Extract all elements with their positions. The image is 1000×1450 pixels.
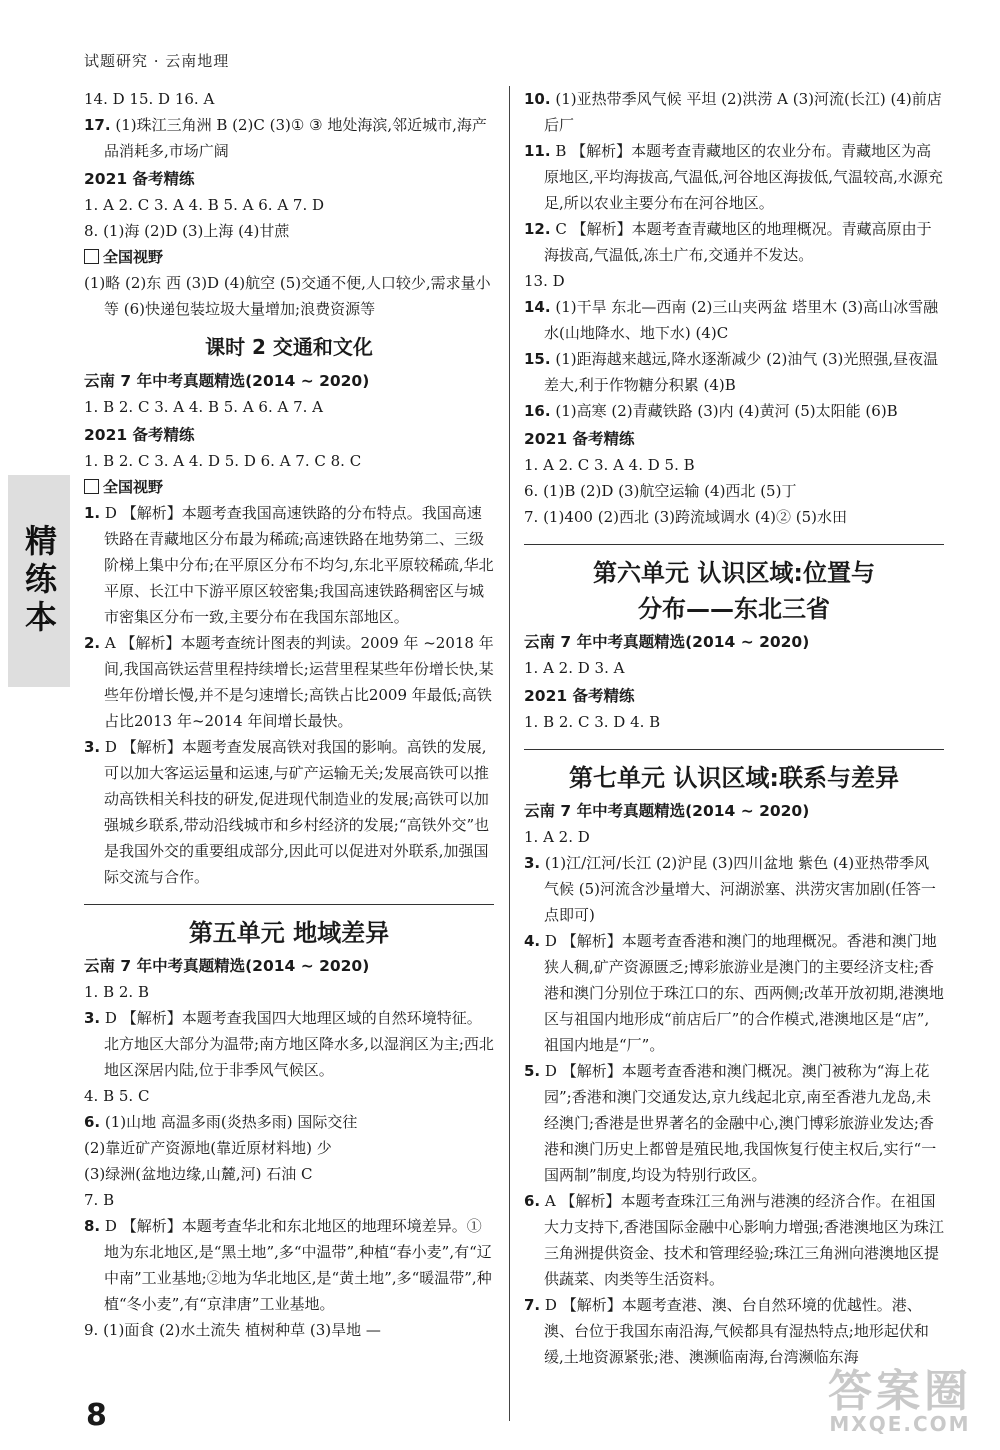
section-heading: 2021 备考精练 [84,426,195,444]
answer-text: (1)亚热带季风气候 平坦 (2)洪涝 A (3)河流(长江) (4)前店后厂 [544,90,942,134]
answer-text: A 【解析】本题考查统计图表的判读。2009 年 ~2018 年间,我国高铁运营里程持续增长;运营里程某些年份增长快,某些年份增长慢,并不是匀速增长;高铁占比2009 年最低;高铁占比2013 年~2014 年间增长最快。 [100,634,494,730]
answer-text: B 2. C 3. D 4. B [538,713,661,731]
answer-item [524,655,944,681]
checkbox-pen-icon [84,249,99,264]
question-number: 6. [524,482,539,500]
section-heading: 2021 备考精练 [84,170,195,188]
question-number: 7. [524,508,539,526]
answer-text: D 【解析】本题考查华北和东北地区的地理环境差异。①地为东北地区,是“黑土地”,多“中温带”,种植“春小麦”,有“辽中南”工业基地;②地为华北地区,是“黄土地”,多“暖温带”,种植“冬小麦”,有“京津唐”工业基地。 [100,1217,492,1313]
page-number: 8 [86,1398,107,1433]
answer-item [84,448,494,474]
question-number: 17. [84,116,111,134]
question-number: 1. [524,456,539,474]
answer-item [524,346,944,398]
answer-text: (1)珠江三角洲 B (2)C (3)① ③ 地处海滨,邻近城市,海产品消耗多,市场广阔 [104,116,487,160]
answer-item [84,218,494,244]
answer-item [524,928,944,1058]
answer-text: (1)江/江河/长江 (2)沪昆 (3)四川盆地 紫色 (4)亚热带季风气候 (5)河流含沙量增大、河湖淤塞、洪涝灾害加剧(任答一点即可) [540,854,936,924]
question-number: 13. [524,272,548,290]
answer-item [524,1292,944,1370]
subsection-label: 全国视野 [103,248,164,266]
answer-item [524,216,944,268]
answer-item [84,1187,494,1213]
answer-item [524,452,944,478]
answer-text: (1)400 (2)西北 (3)跨流域调水 (4)② (5)水田 [538,508,848,526]
question-number: 9. [84,1321,99,1339]
watermark-line-2: MXQE.COM [829,1412,971,1436]
answer-text: D [547,272,565,290]
answer-text: D 15. D 16. A [107,90,215,108]
answer-text: (1)山地 高温多雨(炎热多雨) 国际交往 [100,1113,358,1131]
question-number: 10. [524,90,551,108]
question-number: 4. [84,1087,99,1105]
answer-item [84,630,494,734]
answer-text: D 【解析】本题考查我国高速铁路的分布特点。我国高速铁路在青藏地区分布最为稀疏;高速铁路在地势第二、三级阶梯上集中分布;在平原区分布不均匀,东北平原较稀疏,华北平原、长江中下游平原区较密集;我国高速铁路稠密区与城市密集区分布一致,主要分布在我国东部地区。 [100,504,494,626]
question-number: 14. [524,298,551,316]
question-number: 16. [524,402,551,420]
answer-text: A 2. C 3. A 4. B 5. A 6. A 7. D [98,196,325,214]
answer-text: (1)距海越来越远,降水逐渐减少 (2)油气 (3)光照强,昼夜温差大,利于作物糖分积累 (4)B [544,350,939,394]
answer-text: D 【解析】本题考查香港和澳门的地理概况。香港和澳门地狭人稠,矿产资源匮乏;博彩旅游业是澳门的主要经济支柱;香港和澳门分别位于珠江口的东、西两侧;改革开放初期,港澳地区与祖国内地形成“前店后厂”的合作模式,港澳地区是“店”,祖国内地是“厂”。 [540,932,944,1054]
answer-text: C 【解析】本题考查青藏地区的地理概况。青藏高原由于海拔高,气温低,冻土广布,交通并不发达。 [544,220,932,264]
question-number: 1. [84,983,99,1001]
subsection-label: 全国视野 [103,478,164,496]
answer-item [524,1188,944,1292]
question-number: 1. [524,713,539,731]
answer-text: (1)B (2)D (3)航空运输 (4)西北 (5)丁 [538,482,797,500]
answer-text: (1)高寒 (2)青藏铁路 (3)内 (4)黄河 (5)太阳能 (6)B [550,402,898,420]
answer-text: B 2. C 3. A 4. D 5. D 6. A 7. C 8. C [98,452,362,470]
subsection-heading [84,244,494,270]
answer-item [524,138,944,216]
answer-item [84,112,494,164]
answer-text: B 2. C 3. A 4. B 5. A 6. A 7. A [98,398,324,416]
checkbox-pen-icon [84,479,99,494]
answer-item [84,1317,494,1343]
section-heading: 2021 备考精练 [524,687,635,705]
question-number: 6. [524,1192,541,1210]
column-divider [509,86,510,1421]
answer-item [84,734,494,890]
question-number: 5. [524,1062,541,1080]
answer-item [84,192,494,218]
answer-item [84,1083,494,1109]
question-number: 3. [84,738,101,756]
watermark-line-1: 答案圈 [828,1366,972,1417]
answer-text: (1)面食 (2)水土流失 植树种草 (3)旱地 — [98,1321,381,1339]
question-number: 8. [84,222,99,240]
answer-item [524,824,944,850]
section-divider [524,544,944,545]
question-number: 7. [524,1296,541,1314]
question-number: 11. [524,142,551,160]
question-number: 3. [84,1009,101,1027]
answer-item [84,86,494,112]
answer-item [524,850,944,928]
answer-item [84,1213,494,1317]
side-tab-label: 精练本 [20,524,58,638]
question-number: 1. [524,828,539,846]
answer-text: B 【解析】本题考查青藏地区的农业分布。青藏地区为高原地区,平均海拔高,气温低,河谷地区海拔低,气温较高,水源充足,所以农业主要分布在河谷地区。 [544,142,943,212]
answer-text: D 【解析】本题考查发展高铁对我国的影响。高铁的发展,可以加大客运运量和运速,与矿产运输无关;发展高铁可以推动高铁相关科技的研发,促进现代制造业的发展;高铁可以加强城乡联系,带动沿线城市和乡村经济的发展;“高铁外交”也是我国外交的重要组成部分,因此可以促进对外联系,加强国际交流与合作。 [100,738,490,886]
answer-item [524,1058,944,1188]
answer-item [84,979,494,1005]
answer-item [84,1005,494,1083]
answer-text: (1)略 (2)东 西 (3)D (4)航空 (5)交通不便,人口较少,需求量小等 (6)快递包装垃圾大量增加;浪费资源等 [84,274,491,318]
answer-item [524,294,944,346]
question-number: 1. [524,659,539,677]
question-number: 8. [84,1217,101,1235]
side-tab [8,475,70,687]
answer-item [524,398,944,424]
answer-text: A 2. D 3. A [538,659,625,677]
answer-text: (1)干旱 东北—西南 (2)三山夹两盆 塔里木 (3)高山冰雪融水(山地降水、地下水) (4)C [544,298,939,342]
subsection-heading [84,474,494,500]
answer-item [524,268,944,294]
running-header: 试题研究 · 云南地理 [84,52,230,70]
answer-text: (1)海 (2)D (3)上海 (4)甘蔗 [98,222,290,240]
answer-item [84,1109,494,1135]
watermark-logo [828,1366,972,1436]
answer-text: D 【解析】本题考查港、澳、台自然环境的优越性。港、澳、台位于我国东南沿海,气候都具有湿热特点;地形起伏和缓,土地资源紧张;港、澳濒临南海,台湾濒临东海 [540,1296,929,1366]
question-number: 15. [524,350,551,368]
section-divider [524,749,944,750]
right-column [524,86,944,1370]
answer-text: B 5. C [98,1087,150,1105]
question-number: 6. [84,1113,101,1131]
answer-text: D 【解析】本题考查香港和澳门概况。澳门被称为“海上花园”;香港和澳门交通发达,京九线起北京,南至香港九龙岛,未经澳门;香港是世界著名的金融中心,澳门博彩旅游业发达;香港和澳门历史上都曾是殖民地,我国恢复行使主权后,实行“一国两制”制度,均设为特别行政区。 [540,1062,937,1184]
answer-item [84,394,494,420]
section-heading: 云南 7 年中考真题精选(2014 ~ 2020) [84,957,370,975]
section-heading: 2021 备考精练 [524,430,635,448]
answer-text: (2)靠近矿产资源地(靠近原材料地) 少 [84,1139,332,1157]
question-number: 2. [84,634,101,652]
answer-text: (3)绿洲(盆地边缘,山麓,河) 石油 C [84,1165,313,1183]
question-number: 1. [84,504,101,522]
lesson-title: 课时 2 交通和文化 [205,335,373,359]
answer-item [524,86,944,138]
question-number: 7. [84,1191,99,1209]
question-number: 4. [524,932,541,950]
left-column [84,86,494,1343]
answer-item [84,500,494,630]
question-number: 3. [524,854,541,872]
answer-text: A 2. D [538,828,590,846]
answer-item [524,504,944,530]
question-number: 1. [84,196,99,214]
question-number: 12. [524,220,551,238]
answer-text: A 2. C 3. A 4. D 5. B [538,456,695,474]
answer-item [524,709,944,735]
answer-text: B 2. B [98,983,149,1001]
answer-item [524,478,944,504]
question-number: 14. [84,90,108,108]
answer-text: A 【解析】本题考查珠江三角洲与港澳的经济合作。在祖国大力支持下,香港国际金融中心影响力增强;香港澳地区为珠江三角洲提供资金、技术和管理经验;珠江三角洲向港澳地区提供蔬菜、肉类等生活资料。 [540,1192,944,1288]
section-heading: 云南 7 年中考真题精选(2014 ~ 2020) [524,633,810,651]
answer-text: D 【解析】本题考查我国四大地理区域的自然环境特征。北方地区大部分为温带;南方地区降水多,以湿润区为主;西北地区深居内陆,位于非季风气候区。 [100,1009,494,1079]
unit-title: 第六单元 认识区域:位置与 [593,559,875,587]
unit-title: 第五单元 地域差异 [188,919,390,947]
section-heading: 云南 7 年中考真题精选(2014 ~ 2020) [524,802,810,820]
answer-text: B [98,1191,115,1209]
unit-title: 第七单元 认识区域:联系与差异 [569,764,899,792]
question-number: 1. [84,398,99,416]
section-divider [84,904,494,905]
section-heading: 云南 7 年中考真题精选(2014 ~ 2020) [84,372,370,390]
unit-title: 分布——东北三省 [638,595,830,623]
question-number: 1. [84,452,99,470]
